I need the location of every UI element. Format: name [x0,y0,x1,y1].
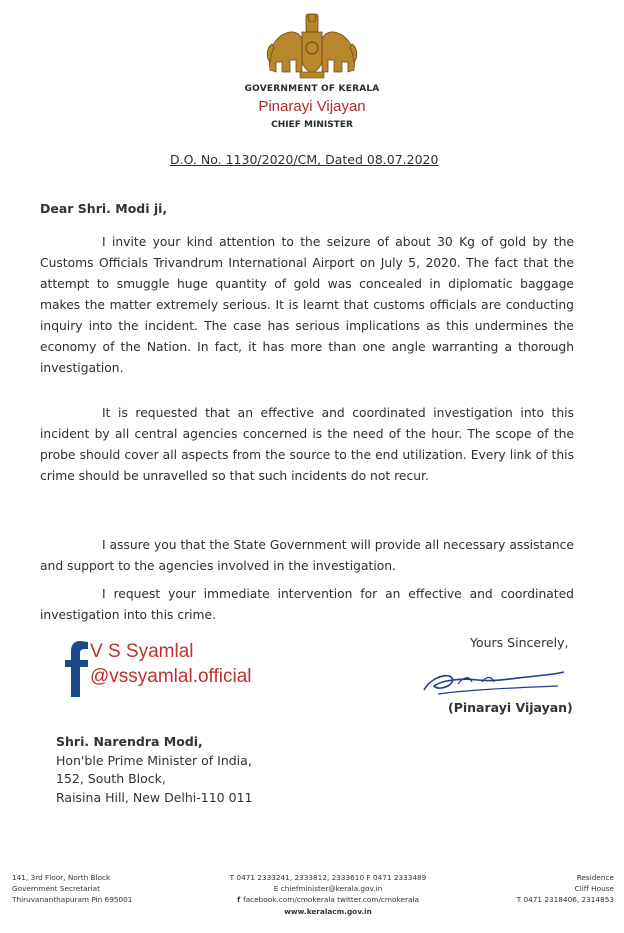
addressee-block [56,733,252,807]
footer-office-line: 141, 3rd Floor, North Block [12,873,111,882]
footer-website[interactable]: www.keralacm.gov.in [284,907,372,916]
addressee-line: 152, South Block, [56,771,166,786]
footer-social: f facebook.com/cmokerala twitter.com/cmokerala [237,895,419,904]
body-paragraph: I invite your kind attention to the seizure of about 30 Kg of gold by the Customs Officials Trivandrum International Airport on July 5, 2020. The fact that the attempt to smuggle huge quantity of gold was concealed in diplomatic baggage makes the matter extremely serious. It is learnt that customs officials are conducting inquiry into the incident. The case has serious implications as this undermines the economy of the Nation. In fact, it has more than one angle warranting a thorough investigation. [40,235,574,375]
government-line: GOVERNMENT OF KERALA [244,84,380,94]
salutation: Dear Shri. Modi ji, [40,201,168,216]
footer-email: E chiefminister@kerala.gov.in [273,884,383,893]
facebook-icon [64,641,90,697]
chief-minister-name: Pinarayi Vijayan [258,98,366,115]
addressee-line: Raisina Hill, New Delhi-110 011 [56,789,253,805]
addressee-line: Shri. Narendra Modi, [56,734,203,749]
body-paragraph: I assure you that the State Government will provide all necessary assistance and support to the agencies involved in the investigation. [40,538,574,573]
footer-office-line: Thiruvananthapuram Pin 695001 [12,895,133,904]
facebook-small-icon: f [237,896,241,904]
footer-office-line: Government Secretariat [12,884,100,893]
watermark-name: V S Syamlal [90,641,194,662]
watermark-handle: @vssyamlal.official [90,666,252,687]
footer-phone: T 0471 2333241, 2333812, 2333610 F 0471 2333489 [229,873,427,882]
footer-office-address [12,872,132,905]
chief-minister-title: CHIEF MINISTER [271,120,353,130]
body-paragraph: I request your immediate intervention for an effective and coordinated investigation into this crime. [40,587,574,622]
closing: Yours Sincerely, [470,635,569,650]
social-watermark [64,641,284,697]
footer-residence-line: T 0471 2318406, 2314853 [516,895,614,904]
reference-number: D.O. No. 1130/2020/CM, Dated 08.07.2020 [170,152,439,167]
addressee-line: Hon'ble Prime Minister of India, [56,752,252,768]
body-paragraph: It is requested that an effective and coordinated investigation into this incident by all central agencies concerned is the need of the hour. The scope of the probe should cover all aspects from the source to the end utilization. Every link of this crime should be unravelled so that such incidents do not recur. [40,406,574,483]
signature-image [418,658,568,698]
footer-residence-line: Residence [576,873,614,882]
footer-contacts [212,872,444,917]
footer-residence [492,872,614,905]
kerala-emblem-icon [262,10,362,82]
footer-residence-line: Cliff House [574,884,614,893]
signatory: (Pinarayi Vijayan) [448,700,573,715]
